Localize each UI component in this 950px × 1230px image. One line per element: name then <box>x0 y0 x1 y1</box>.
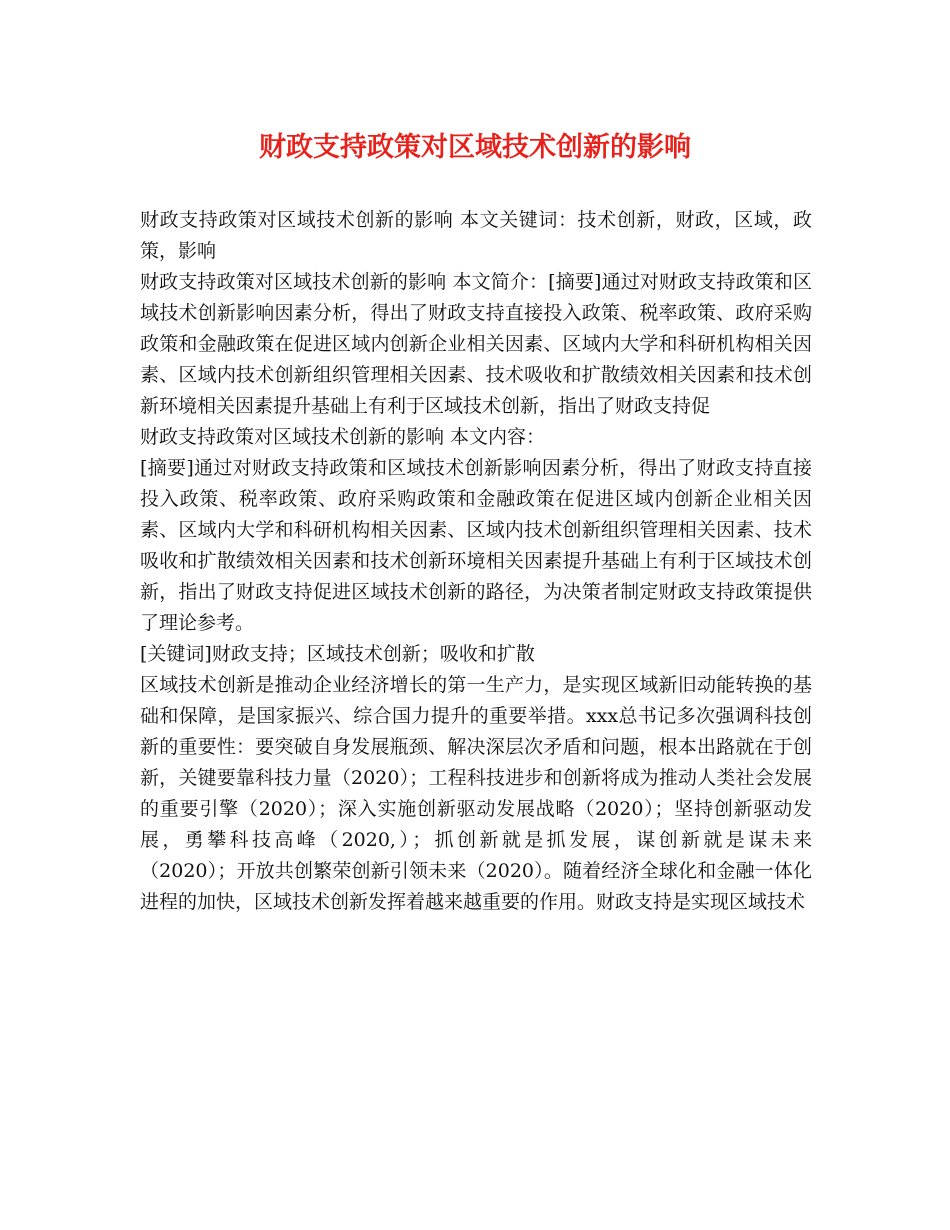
main-text-paragraph: 区域技术创新是推动企业经济增长的第一生产力，是实现区域新旧动能转换的基础和保障，是国家振兴、综合国力提升的重要举措。xxx总书记多次强调科技创新的重要性：要突破自身发展瓶颈、解决深层次矛盾和问题，根本出路就在于创新，关键要靠科技力量（2020）；工程科技进步和创新将成为推动人类社会发展的重要引擎（2020）；深入实施创新驱动发展战略（2020）；坚持创新驱动发展，勇攀科技高峰（2020,）；抓创新就是抓发展，谋创新就是谋未来（2020）；开放共创繁荣创新引领未来（2020）。随着经济全球化和金融一体化进程的加快，区域技术创新发挥着越来越重要的作用。财政支持是实现区域技术 <box>140 674 812 913</box>
document-title: 财政支持政策对区域技术创新的影响 <box>259 132 691 163</box>
keyword-list-paragraph: [关键词]财政支持；区域技术创新；吸收和扩散 <box>140 643 535 665</box>
keywords-paragraph: 财政支持政策对区域技术创新的影响 本文关键词：技术创新，财政，区域，政策，影响 <box>140 209 812 262</box>
abstract-paragraph: [摘要]通过对财政支持政策和区域技术创新影响因素分析，得出了财政支持直接投入政策、税率政策、政府采购政策和金融政策在促进区域内创新企业相关因素、区域内大学和科研机构相关因素、区域内技术创新组织管理相关因素、技术吸收和扩散绩效相关因素和技术创新环境相关因素提升基础上有利于区域技术创新，指出了财政支持促进区域技术创新的路径，为决策者制定财政支持政策提供了理论参考。 <box>140 457 812 634</box>
summary-paragraph: 财政支持政策对区域技术创新的影响 本文简介：[摘要]通过对财政支持政策和区域技术创新影响因素分析，得出了财政支持直接投入政策、税率政策、政府采购政策和金融政策在促进区域内创新企业相关因素、区域内大学和科研机构相关因素、区域内技术创新组织管理相关因素、技术吸收和扩散绩效相关因素和技术创新环境相关因素提升基础上有利于区域技术创新，指出了财政支持促 <box>140 271 812 417</box>
content-heading-paragraph: 财政支持政策对区域技术创新的影响 本文内容： <box>140 426 546 448</box>
document-body <box>140 205 812 918</box>
